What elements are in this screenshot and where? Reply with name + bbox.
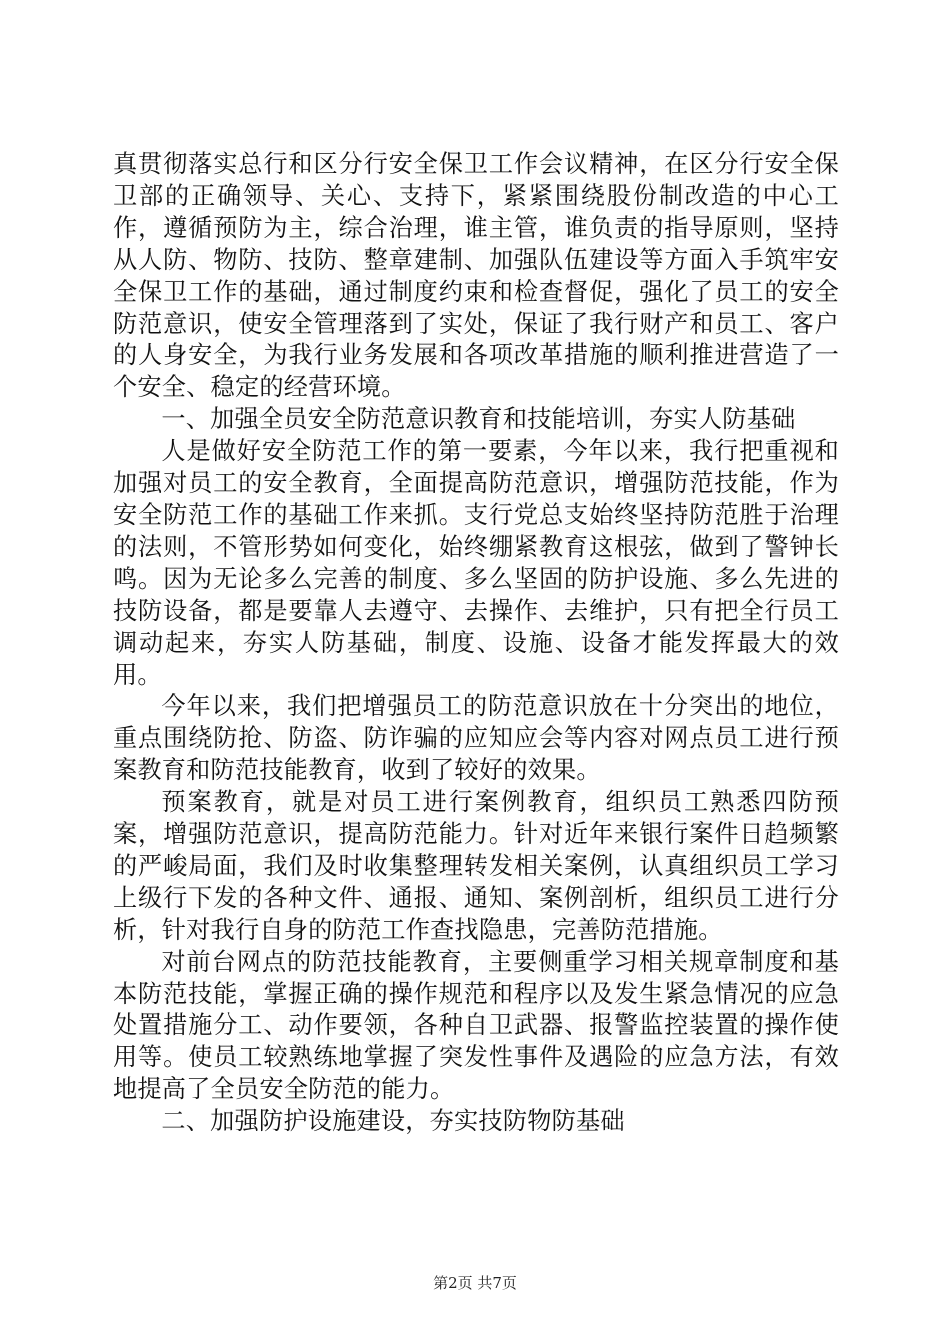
page-number: 第2页 共7页 [433,1274,517,1292]
document-body [113,149,839,1138]
paragraph: 对前台网点的防范技能教育，主要侧重学习相关规章制度和基本防范技能，掌握正确的操作规范和程序以及发生紧急情况的应急处置措施分工、动作要领，各种自卫武器、报警监控装置的操作使用等。使员工较熟练地掌握了突发性事件及遇险的应急方法，有效地提高了全员安全防范的能力。 [113,947,839,1104]
section-heading-1: 一、加强全员安全防范意识教育和技能培训，夯实人防基础 [161,405,796,434]
paragraph: 预案教育，就是对员工进行案例教育，组织员工熟悉四防预案，增强防范意识，提高防范能力。针对近年来银行案件日趋频繁的严峻局面，我们及时收集整理转发相关案例，认真组织员工学习上级行下发的各种文件、通报、通知、案例剖析，组织员工进行分析，针对我行自身的防范工作查找隐患，完善防范措施。 [113,788,839,944]
paragraph: 人是做好安全防范工作的第一要素，今年以来，我行把重视和加强对员工的安全教育，全面提高防范意识，增强防范技能，作为安全防范工作的基础工作来抓。支行党总支始终坚持防范胜于治理的法则，不管形势如何变化，始终绷紧教育这根弦，做到了警钟长鸣。因为无论多么完善的制度、多么坚固的防护设施、多么先进的技防设备，都是要靠人去遵守、去操作、去维护，只有把全行员工调动起来，夯实人防基础，制度、设施、设备才能发挥最大的效用。 [113,437,839,689]
paragraph: 今年以来，我们把增强员工的防范意识放在十分突出的地位，重点围绕防抢、防盗、防诈骗的应知应会等内容对网点员工进行预案教育和防范技能教育，收到了较好的效果。 [113,692,839,785]
paragraph-continuation: 真贯彻落实总行和区分行安全保卫工作会议精神，在区分行安全保卫部的正确领导、关心、支持下，紧紧围绕股份制改造的中心工作，遵循预防为主，综合治理，谁主管，谁负责的指导原则，坚持从人防、物防、技防、整章建制、加强队伍建设等方面入手筑牢安全保卫工作的基础，通过制度约束和检查督促，强化了员工的安全防范意识，使安全管理落到了实处，保证了我行财产和员工、客户的人身安全，为我行业务发展和各项改革措施的顺利推进营造了一个安全、稳定的经营环境。 [113,150,839,402]
section-heading-2: 二、加强防护设施建设，夯实技防物防基础 [161,1107,625,1136]
